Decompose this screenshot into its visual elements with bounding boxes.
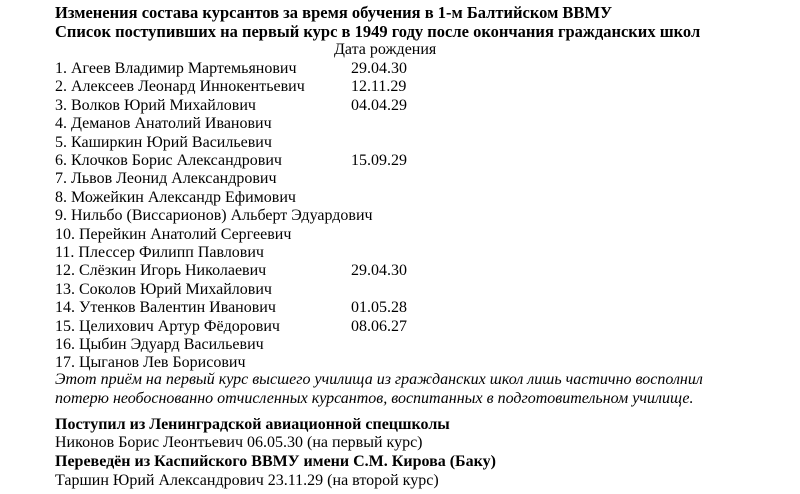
- list-item: [55, 226, 575, 244]
- cadet-name: 12. Слёзкин Игорь Николаевич: [55, 262, 267, 280]
- cadet-name: 2. Алексеев Леонард Иннокентьевич: [55, 78, 305, 96]
- section-title-aviation-school: Поступил из Ленинградской авиационной спецшколы: [55, 416, 450, 433]
- list-item: [55, 318, 575, 336]
- list-item: [55, 115, 575, 133]
- birth-date: 29.04.30: [351, 60, 407, 77]
- list-item: [55, 336, 575, 354]
- list-item: [55, 189, 575, 207]
- cadet-name: 14. Утенков Валентин Иванович: [55, 299, 276, 317]
- cadet-name: 4. Деманов Анатолий Иванович: [55, 115, 272, 133]
- list-title: Список поступивших на первый курс в 1949 году после окончания гражданских школ: [55, 22, 701, 41]
- document-title: Изменения состава курсантов за время обучения в 1-м Балтийском ВВМУ: [55, 3, 613, 22]
- section-title-caspian-transfer: Переведён из Каспийского ВВМУ имени С.М. Кирова (Баку): [55, 453, 496, 470]
- cadet-name: 7. Львов Леонид Александрович: [55, 170, 277, 188]
- birth-date: 01.05.28: [351, 299, 407, 317]
- cadet-name: 8. Можейкин Александр Ефимович: [55, 188, 296, 206]
- cadet-name: 17. Цыганов Лев Борисович: [55, 354, 246, 372]
- cadet-name: 10. Перейкин Анатолий Сергеевич: [55, 225, 292, 243]
- section-text-aviation-school: Никонов Борис Леонтьевич 06.05.30 (на первый курс): [55, 434, 423, 451]
- birth-date: 12.11.29: [351, 78, 407, 96]
- birth-date: 04.04.29: [351, 96, 407, 114]
- list-item: [55, 134, 575, 152]
- list-item: [55, 281, 575, 299]
- list-item: [55, 78, 575, 96]
- birth-date: 15.09.29: [351, 152, 407, 169]
- list-item: [55, 262, 575, 280]
- list-item: [55, 207, 575, 225]
- note-line-2: потерю необоснованно отчисленных курсантов, воспитанных в подготовительном училище.: [55, 390, 694, 407]
- list-item: [55, 97, 575, 115]
- list-item: [55, 152, 575, 170]
- cadet-name: 9. Нильбо (Виссарионов) Альберт Эдуардович: [55, 207, 373, 225]
- cadet-name: 6. Клочков Борис Александрович: [55, 152, 282, 169]
- date-column-header: Дата рождения: [334, 41, 437, 58]
- list-item: [55, 170, 575, 188]
- list-item: [55, 299, 575, 317]
- note-line-1: Этот приём на первый курс высшего училища из гражданских школ лишь частично восполнил: [55, 371, 703, 388]
- cadet-name: 1. Агеев Владимир Мартемьянович: [55, 60, 297, 77]
- cadet-name: 3. Волков Юрий Михайлович: [55, 96, 256, 114]
- cadet-name: 5. Каширкин Юрий Васильевич: [55, 133, 272, 151]
- section-text-caspian-transfer: Таршин Юрий Александрович 23.11.29 (на второй курс): [55, 472, 439, 489]
- cadet-name: 16. Цыбин Эдуард Васильевич: [55, 336, 264, 353]
- birth-date: 29.04.30: [351, 262, 407, 280]
- cadet-name: 15. Целихович Артур Фёдорович: [55, 317, 280, 335]
- cadet-name: 13. Соколов Юрий Михайлович: [55, 280, 272, 298]
- list-item: [55, 244, 575, 262]
- cadet-name: 11. Плессер Филипп Павлович: [55, 244, 264, 261]
- list-item: [55, 60, 575, 78]
- birth-date: 08.06.27: [351, 317, 407, 335]
